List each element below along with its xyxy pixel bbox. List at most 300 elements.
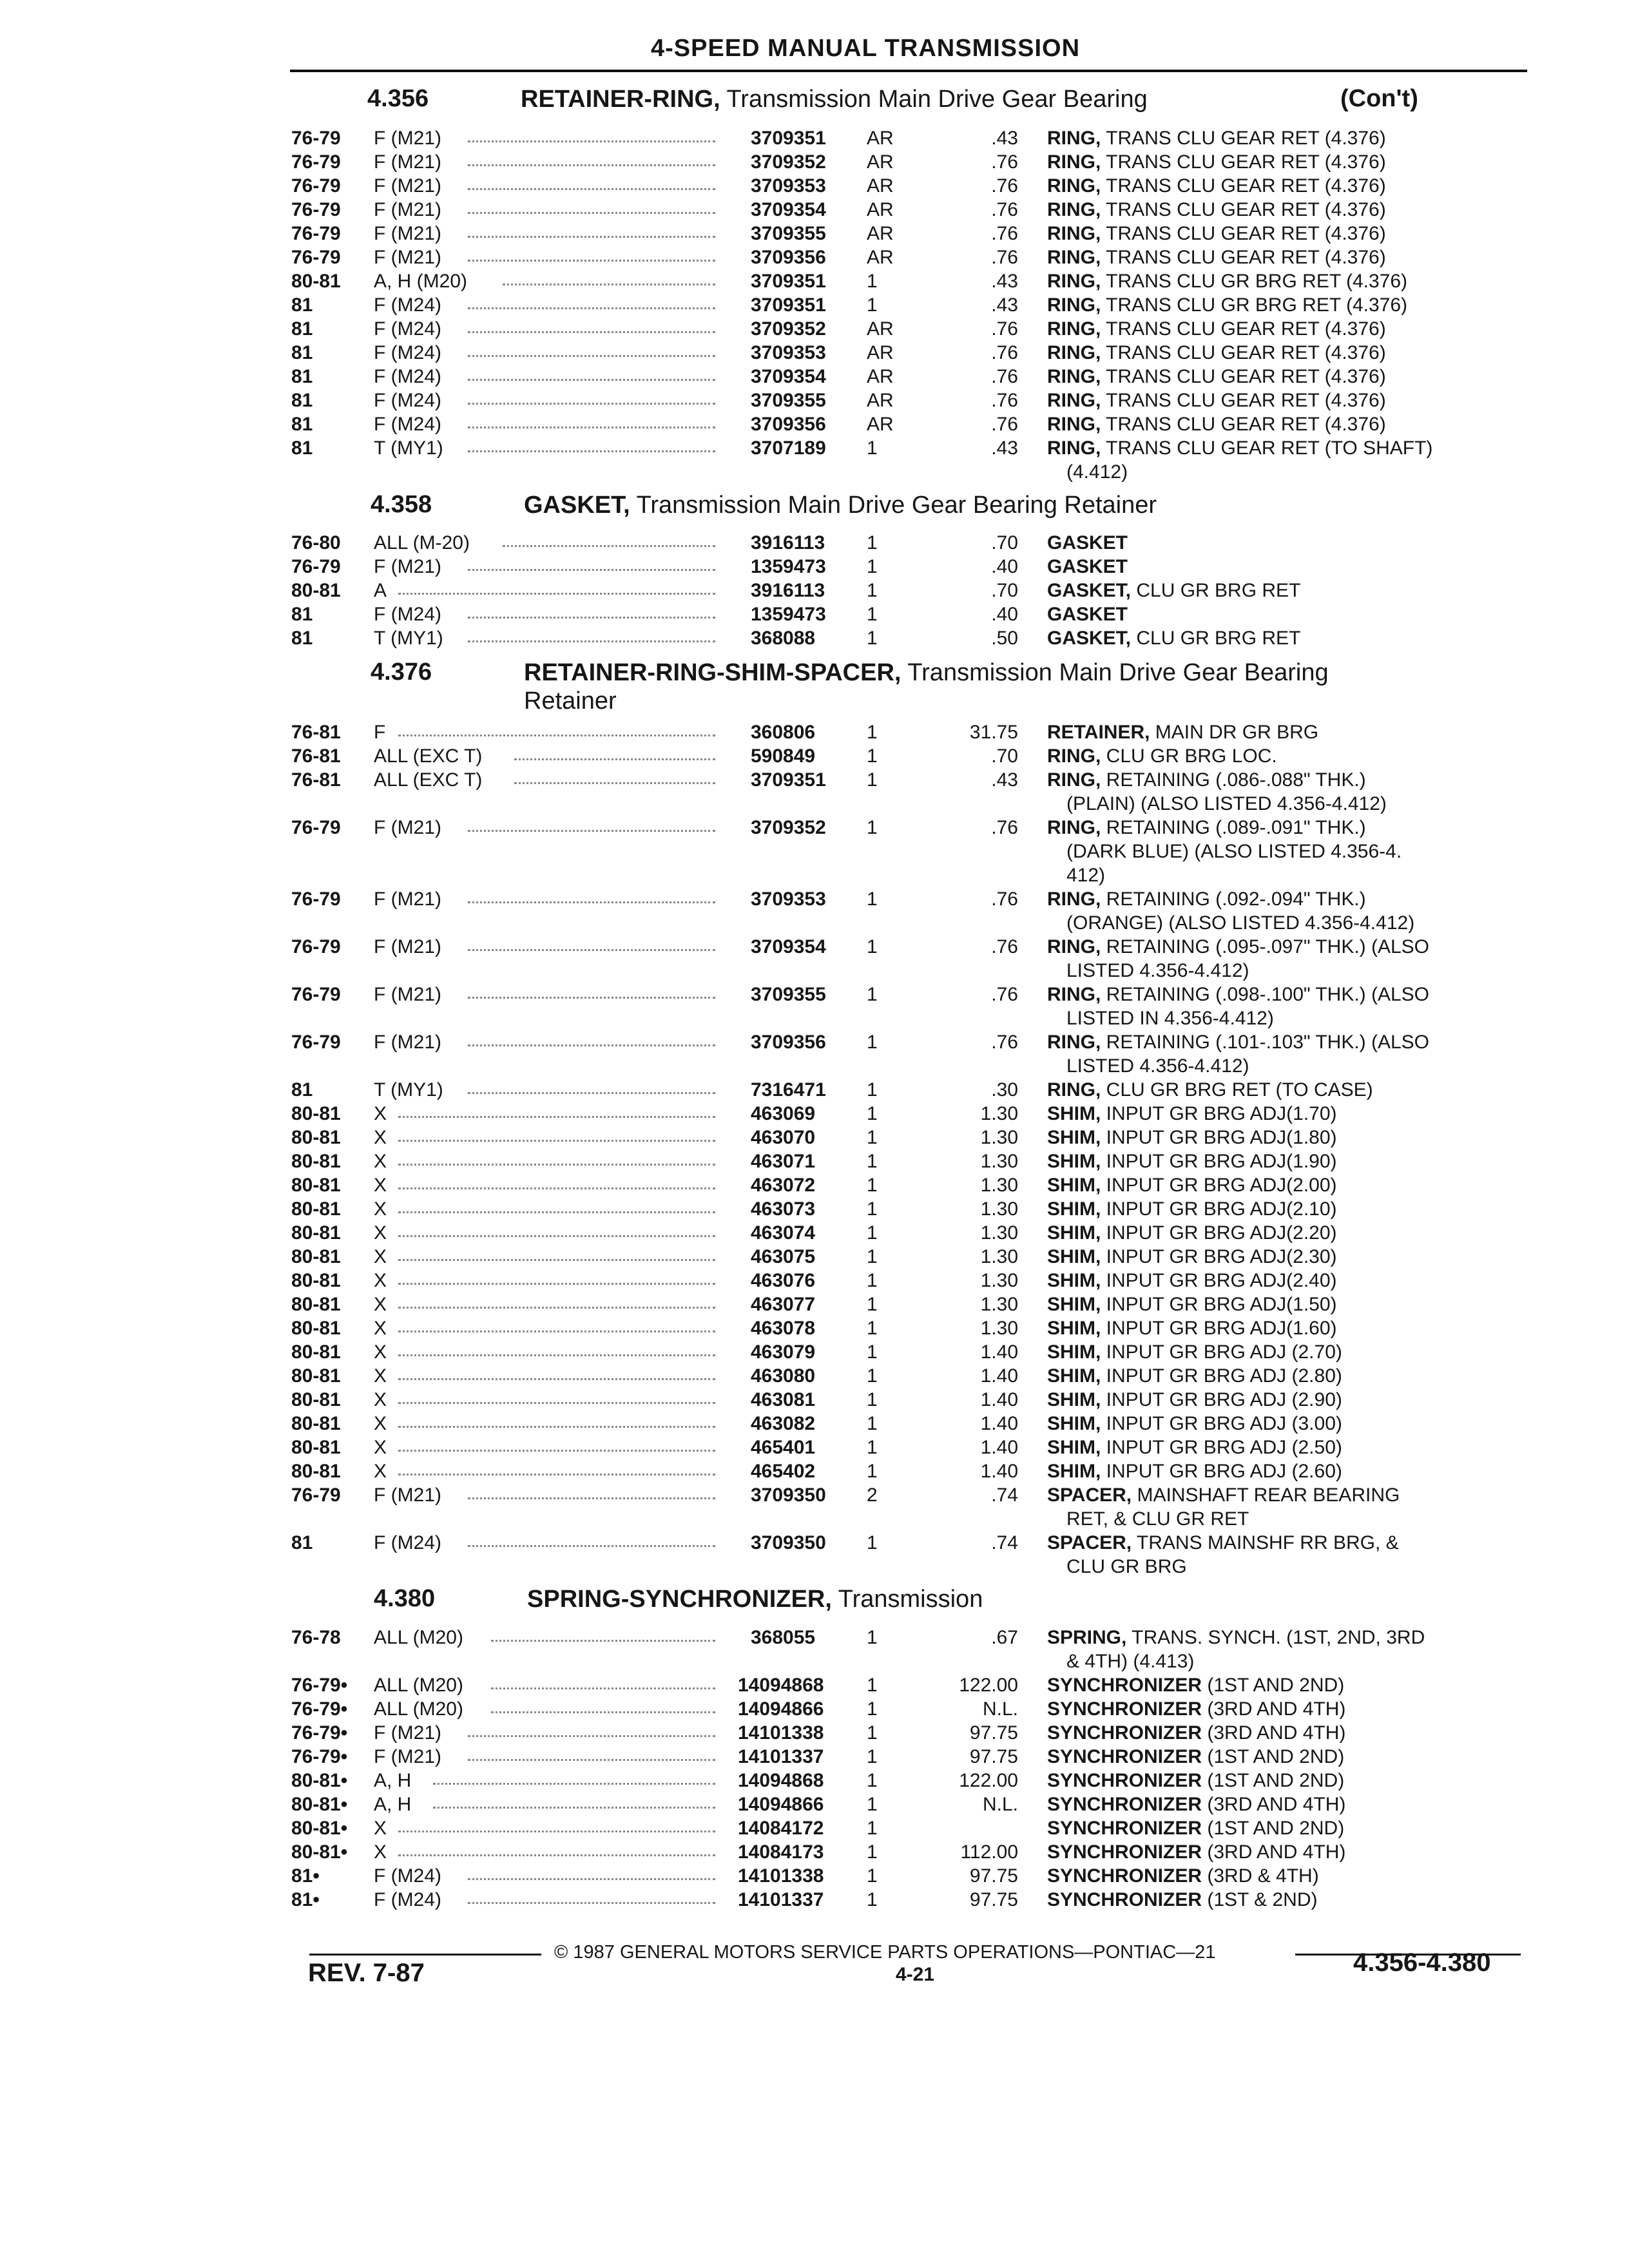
- quantity: AR: [867, 247, 894, 268]
- description-keyword: SYNCHRONIZER: [1047, 1698, 1202, 1720]
- description: [1047, 1722, 1345, 1744]
- description-keyword: RING,: [1047, 745, 1101, 767]
- description: [1047, 604, 1128, 626]
- model-code: X: [374, 1103, 387, 1124]
- description: [1047, 1437, 1342, 1459]
- description: [1047, 1746, 1344, 1768]
- description-text: INPUT GR BRG ADJ (2.60): [1101, 1461, 1342, 1482]
- leader-dots: [398, 1437, 715, 1452]
- quantity: AR: [867, 151, 894, 173]
- price: .76: [991, 366, 1018, 387]
- description-keyword: SYNCHRONIZER: [1047, 1770, 1202, 1791]
- description-keyword: SHIM,: [1047, 1103, 1101, 1124]
- leader-dots: [468, 128, 715, 142]
- part-number: 14094868: [738, 1675, 824, 1696]
- model-code: A, H (M20): [374, 271, 468, 292]
- price: 122.00: [959, 1770, 1018, 1791]
- year-range: 76-79: [291, 223, 341, 244]
- section-title: [521, 85, 1148, 113]
- price: .43: [991, 437, 1018, 459]
- description-keyword: RING,: [1047, 271, 1101, 292]
- model-code: F (M21): [374, 1722, 441, 1744]
- description: [1047, 1294, 1337, 1316]
- description-text: (1ST AND 2ND): [1202, 1746, 1345, 1767]
- part-number: 463071: [751, 1151, 816, 1172]
- year-range: 80-81: [291, 1413, 341, 1434]
- model-code: F (M21): [374, 984, 441, 1005]
- quantity: 1: [867, 437, 878, 459]
- description: [1047, 1865, 1319, 1887]
- part-number: 14084172: [738, 1818, 824, 1839]
- model-code: X: [374, 1461, 387, 1482]
- model-code: F (M24): [374, 366, 441, 387]
- price: 97.75: [969, 1889, 1018, 1910]
- year-range: 76-79: [291, 247, 341, 268]
- description: [1047, 151, 1386, 173]
- model-code: F (M24): [374, 1889, 441, 1910]
- price: .74: [991, 1532, 1018, 1553]
- description-text: TRANS CLU GEAR RET (4.376): [1101, 151, 1386, 173]
- quantity: AR: [867, 414, 894, 435]
- quantity: 1: [867, 580, 878, 601]
- quantity: 1: [867, 1294, 878, 1315]
- description-keyword: SYNCHRONIZER: [1047, 1746, 1202, 1767]
- description: [1047, 223, 1386, 245]
- description-keyword: SYNCHRONIZER: [1047, 1722, 1202, 1744]
- section-title-keyword: GASKET,: [524, 492, 630, 519]
- quantity: 1: [867, 1270, 878, 1291]
- description-keyword: SHIM,: [1047, 1151, 1101, 1172]
- leader-dots: [468, 1889, 715, 1904]
- leader-dots: [468, 414, 715, 428]
- description: [1047, 556, 1128, 578]
- quantity: 1: [867, 1770, 878, 1791]
- description-text: (3RD AND 4TH): [1202, 1794, 1346, 1815]
- description-text: TRANS MAINSHF RR BRG, &: [1132, 1532, 1399, 1553]
- description: [1047, 1103, 1337, 1125]
- quantity: 1: [867, 1841, 878, 1863]
- description-keyword: SHIM,: [1047, 1246, 1101, 1267]
- leader-dots: [491, 1675, 715, 1689]
- section-title-keyword: RETAINER-RING,: [521, 86, 720, 113]
- part-number: 463076: [751, 1270, 816, 1291]
- quantity: AR: [867, 175, 894, 197]
- price: .40: [991, 556, 1018, 577]
- description-keyword: RING,: [1047, 437, 1101, 459]
- quantity: 1: [867, 817, 878, 838]
- price: .76: [991, 1032, 1018, 1053]
- description: [1047, 1841, 1345, 1863]
- price: 1.40: [980, 1341, 1018, 1363]
- year-range: 81: [291, 1079, 313, 1100]
- year-range: 81•: [291, 1865, 320, 1887]
- year-range: 76-78: [291, 1627, 341, 1648]
- model-code: F (M21): [374, 151, 441, 173]
- price: 1.30: [980, 1318, 1018, 1339]
- description: [1047, 1198, 1337, 1220]
- year-range: 81: [291, 604, 313, 625]
- description-text: TRANS CLU GR BRG RET (4.376): [1101, 294, 1408, 316]
- leader-dots: [468, 1746, 715, 1761]
- quantity: AR: [867, 390, 894, 411]
- footer-section-range: 4.356-4.380: [1353, 1948, 1491, 1977]
- description: [1047, 1389, 1342, 1411]
- price: .76: [991, 199, 1018, 220]
- part-number: 463082: [751, 1413, 816, 1434]
- part-number: 3709353: [751, 342, 826, 363]
- description-keyword: RING,: [1047, 1032, 1101, 1053]
- model-code: F (M21): [374, 1746, 441, 1767]
- model-code: X: [374, 1413, 387, 1434]
- description: [1047, 628, 1300, 649]
- section-title-text: Transmission: [831, 1586, 983, 1613]
- leader-dots: [433, 1770, 715, 1785]
- model-code: F (M21): [374, 199, 441, 220]
- description: [1047, 1532, 1399, 1554]
- part-number: 463080: [751, 1365, 816, 1387]
- model-code: X: [374, 1318, 387, 1339]
- part-number: 463077: [751, 1294, 816, 1315]
- description-keyword: RING,: [1047, 889, 1101, 910]
- price: 97.75: [969, 1746, 1018, 1767]
- model-code: ALL (M20): [374, 1627, 463, 1648]
- description-text: TRANS CLU GEAR RET (4.376): [1101, 366, 1386, 387]
- description-continued: LISTED 4.356-4.412): [1066, 1055, 1249, 1077]
- quantity: 1: [867, 1698, 878, 1720]
- quantity: 1: [867, 532, 878, 553]
- model-code: F (M21): [374, 128, 441, 149]
- leader-dots: [468, 556, 715, 571]
- part-number: 465402: [751, 1461, 816, 1482]
- leader-dots: [491, 1627, 715, 1642]
- price: N.L.: [982, 1698, 1018, 1720]
- section-title: [524, 658, 1426, 715]
- quantity: 1: [867, 604, 878, 625]
- part-number: 3709351: [751, 294, 826, 316]
- description-text: INPUT GR BRG ADJ(2.30): [1101, 1246, 1337, 1267]
- quantity: 1: [867, 556, 878, 577]
- leader-dots: [468, 366, 715, 381]
- section-title-keyword: RETAINER-RING-SHIM-SPACER,: [524, 659, 901, 686]
- part-number: 14101337: [738, 1889, 824, 1910]
- model-code: X: [374, 1365, 387, 1387]
- description: [1047, 532, 1128, 554]
- description-continued: CLU GR BRG: [1066, 1556, 1187, 1577]
- section-title: [527, 1585, 983, 1613]
- price: .43: [991, 128, 1018, 149]
- description: [1047, 580, 1300, 602]
- price: .43: [991, 271, 1018, 292]
- price: .50: [991, 628, 1018, 649]
- description-keyword: RING,: [1047, 936, 1101, 957]
- description-keyword: RING,: [1047, 817, 1101, 838]
- model-code: A, H: [374, 1770, 412, 1791]
- part-number: 7316471: [751, 1079, 826, 1100]
- description: [1047, 722, 1318, 744]
- model-code: F (M21): [374, 247, 441, 268]
- price: .30: [991, 1079, 1018, 1100]
- quantity: 1: [867, 1865, 878, 1887]
- leader-dots: [468, 984, 715, 999]
- description-text: INPUT GR BRG ADJ(1.90): [1101, 1151, 1337, 1172]
- model-code: X: [374, 1198, 387, 1220]
- model-code: F (M24): [374, 294, 441, 316]
- description-continued: LISTED IN 4.356-4.412): [1066, 1008, 1274, 1029]
- quantity: 1: [867, 1079, 878, 1100]
- description: [1047, 1222, 1337, 1244]
- year-range: 76-79•: [291, 1746, 348, 1767]
- description: [1047, 889, 1366, 910]
- price: 1.30: [980, 1175, 1018, 1196]
- description-keyword: SHIM,: [1047, 1270, 1101, 1291]
- year-range: 80-81: [291, 1175, 341, 1196]
- description-text: TRANS. SYNCH. (1ST, 2ND, 3RD: [1126, 1627, 1425, 1648]
- description-text: MAIN DR GR BRG: [1150, 722, 1319, 743]
- description-continued: LISTED 4.356-4.412): [1066, 960, 1249, 981]
- year-range: 80-81: [291, 1389, 341, 1410]
- part-number: 3707189: [751, 437, 826, 459]
- description-text: CLU GR BRG RET: [1131, 628, 1301, 649]
- quantity: 1: [867, 1413, 878, 1434]
- year-range: 81: [291, 294, 313, 316]
- description-keyword: SYNCHRONIZER: [1047, 1818, 1202, 1839]
- price: 1.30: [980, 1246, 1018, 1267]
- description-continued: RET, & CLU GR RET: [1066, 1508, 1249, 1530]
- price: .76: [991, 223, 1018, 244]
- description: [1047, 199, 1386, 221]
- description: [1047, 1341, 1342, 1363]
- section-title-text: Transmission Main Drive Gear Bearing Retainer: [630, 492, 1157, 519]
- description-text: INPUT GR BRG ADJ (2.70): [1101, 1341, 1342, 1363]
- quantity: AR: [867, 128, 894, 149]
- price: .70: [991, 745, 1018, 767]
- quantity: AR: [867, 366, 894, 387]
- year-range: 80-81•: [291, 1818, 348, 1839]
- price: 97.75: [969, 1865, 1018, 1887]
- year-range: 80-81: [291, 1246, 341, 1267]
- description-text: INPUT GR BRG ADJ(1.50): [1101, 1294, 1337, 1315]
- quantity: 1: [867, 1818, 878, 1839]
- description-keyword: SPACER,: [1047, 1485, 1132, 1506]
- leader-dots: [398, 1270, 715, 1285]
- description-text: (1ST AND 2ND): [1202, 1770, 1345, 1791]
- leader-dots: [468, 1532, 715, 1547]
- part-number: 3709351: [751, 769, 826, 791]
- description: [1047, 769, 1366, 791]
- description: [1047, 437, 1432, 459]
- leader-dots: [468, 390, 715, 405]
- page-footer: [0, 1933, 1629, 2010]
- model-code: X: [374, 1818, 387, 1839]
- year-range: 76-79: [291, 556, 341, 577]
- leader-dots: [398, 1198, 715, 1213]
- description: [1047, 128, 1386, 149]
- year-range: 76-79: [291, 936, 341, 957]
- description-text: TRANS CLU GEAR RET (4.376): [1101, 128, 1386, 149]
- leader-dots: [468, 817, 715, 832]
- description-text: INPUT GR BRG ADJ(1.70): [1101, 1103, 1337, 1124]
- leader-dots: [468, 604, 715, 619]
- price: .67: [991, 1627, 1018, 1648]
- description: [1047, 984, 1429, 1006]
- quantity: 1: [867, 1675, 878, 1696]
- leader-dots: [398, 1389, 715, 1404]
- quantity: 1: [867, 1389, 878, 1410]
- leader-dots: [398, 1413, 715, 1428]
- part-number: 3709355: [751, 223, 826, 244]
- year-range: 76-79: [291, 1032, 341, 1053]
- description-text: TRANS CLU GEAR RET (4.376): [1101, 318, 1386, 340]
- description-keyword: RING,: [1047, 984, 1101, 1005]
- part-number: 463075: [751, 1246, 816, 1267]
- page-title: 4-SPEED MANUAL TRANSMISSION: [651, 35, 1081, 62]
- model-code: F (M24): [374, 414, 441, 435]
- year-range: 80-81: [291, 1198, 341, 1220]
- description-text: TRANS CLU GEAR RET (4.376): [1101, 342, 1386, 363]
- leader-dots: [468, 342, 715, 357]
- description-keyword: GASKET: [1047, 604, 1128, 625]
- price: 1.30: [980, 1294, 1018, 1315]
- quantity: 1: [867, 271, 878, 292]
- year-range: 76-79: [291, 984, 341, 1005]
- description-keyword: SPRING,: [1047, 1627, 1127, 1648]
- part-number: 14094866: [738, 1698, 824, 1720]
- footer-rule-left: [309, 1954, 541, 1956]
- part-number: 14094866: [738, 1794, 824, 1815]
- part-number: 3709351: [751, 271, 826, 292]
- price: 1.30: [980, 1127, 1018, 1148]
- leader-dots: [398, 1461, 715, 1475]
- quantity: 1: [867, 936, 878, 957]
- description-keyword: RING,: [1047, 294, 1101, 316]
- part-number: 3709354: [751, 936, 826, 957]
- leader-dots: [468, 318, 715, 333]
- quantity: 1: [867, 1198, 878, 1220]
- description-keyword: SHIM,: [1047, 1127, 1101, 1148]
- leader-dots: [503, 271, 715, 285]
- price: 1.30: [980, 1270, 1018, 1291]
- description-keyword: SHIM,: [1047, 1389, 1101, 1410]
- description: [1047, 342, 1386, 364]
- description-text: (1ST & 2ND): [1202, 1889, 1318, 1910]
- model-code: ALL (M-20): [374, 532, 470, 553]
- part-number: 368088: [751, 628, 816, 649]
- leader-dots: [398, 1127, 715, 1142]
- description-text: RETAINING (.101-.103" THK.) (ALSO: [1101, 1032, 1430, 1053]
- description-keyword: SPACER,: [1047, 1532, 1132, 1553]
- leader-dots: [398, 1318, 715, 1332]
- description-text: INPUT GR BRG ADJ(2.20): [1101, 1222, 1337, 1244]
- leader-dots: [468, 1079, 715, 1094]
- year-range: 80-81: [291, 580, 341, 601]
- description: [1047, 294, 1407, 316]
- part-number: 3709350: [751, 1485, 826, 1506]
- model-code: X: [374, 1246, 387, 1267]
- leader-dots: [468, 628, 715, 642]
- description-keyword: GASKET: [1047, 532, 1128, 553]
- part-number: 3709351: [751, 128, 826, 149]
- description: [1047, 936, 1429, 958]
- year-range: 76-79: [291, 175, 341, 197]
- quantity: 1: [867, 1032, 878, 1053]
- price: .43: [991, 769, 1018, 791]
- description-keyword: GASKET: [1047, 556, 1128, 577]
- description-continued: 412): [1066, 865, 1106, 886]
- quantity: AR: [867, 223, 894, 244]
- year-range: 81: [291, 390, 313, 411]
- description-continued: (4.412): [1066, 461, 1128, 483]
- description: [1047, 1794, 1345, 1816]
- leader-dots: [468, 889, 715, 903]
- quantity: 1: [867, 1103, 878, 1124]
- description: [1047, 1461, 1342, 1483]
- description-keyword: SHIM,: [1047, 1175, 1101, 1196]
- model-code: F (M21): [374, 817, 441, 838]
- description-text: CLU GR BRG LOC.: [1101, 745, 1277, 767]
- leader-dots: [514, 769, 715, 784]
- quantity: 1: [867, 1365, 878, 1387]
- leader-dots: [398, 722, 715, 736]
- part-number: 1359473: [751, 604, 826, 625]
- quantity: AR: [867, 318, 894, 340]
- description-keyword: GASKET,: [1047, 580, 1132, 601]
- model-code: X: [374, 1222, 387, 1244]
- description-keyword: RING,: [1047, 1079, 1101, 1100]
- part-number: 463069: [751, 1103, 816, 1124]
- description-text: CLU GR BRG RET (TO CASE): [1101, 1079, 1373, 1100]
- description: [1047, 1246, 1337, 1268]
- leader-dots: [398, 1222, 715, 1237]
- price: .76: [991, 390, 1018, 411]
- description-keyword: SYNCHRONIZER: [1047, 1794, 1202, 1815]
- leader-dots: [398, 1818, 715, 1832]
- part-number: 463078: [751, 1318, 816, 1339]
- model-code: F (M24): [374, 1865, 441, 1887]
- model-code: X: [374, 1294, 387, 1315]
- leader-dots: [398, 1841, 715, 1856]
- year-range: 76-79•: [291, 1722, 348, 1744]
- price: .76: [991, 889, 1018, 910]
- year-range: 80-81: [291, 1437, 341, 1458]
- description-text: TRANS CLU GR BRG RET (4.376): [1101, 271, 1408, 292]
- description-text: (1ST AND 2ND): [1202, 1818, 1345, 1839]
- description-text: RETAINING (.086-.088" THK.): [1101, 769, 1366, 791]
- part-number: 590849: [751, 745, 816, 767]
- year-range: 81: [291, 1532, 313, 1553]
- leader-dots: [514, 745, 715, 760]
- description: [1047, 1175, 1337, 1196]
- description: [1047, 817, 1366, 839]
- quantity: 1: [867, 1127, 878, 1148]
- description-text: TRANS CLU GEAR RET (4.376): [1101, 223, 1386, 244]
- quantity: 1: [867, 722, 878, 743]
- year-range: 81: [291, 366, 313, 387]
- model-code: X: [374, 1841, 387, 1863]
- leader-dots: [398, 1103, 715, 1118]
- model-code: F (M24): [374, 1532, 441, 1553]
- year-range: 76-79: [291, 151, 341, 173]
- part-number: 14094868: [738, 1770, 824, 1791]
- description-text: TRANS CLU GEAR RET (4.376): [1101, 414, 1386, 435]
- description-text: INPUT GR BRG ADJ (3.00): [1101, 1413, 1342, 1434]
- section-title-text: Transmission Main Drive Gear Bearing Retainer: [524, 659, 1329, 715]
- description-text: (3RD AND 4TH): [1202, 1722, 1346, 1744]
- leader-dots: [491, 1698, 715, 1713]
- footer-page-number: 4-21: [896, 1964, 935, 1985]
- part-number: 3709356: [751, 247, 826, 268]
- part-number: 14084173: [738, 1841, 824, 1863]
- description-keyword: SHIM,: [1047, 1318, 1101, 1339]
